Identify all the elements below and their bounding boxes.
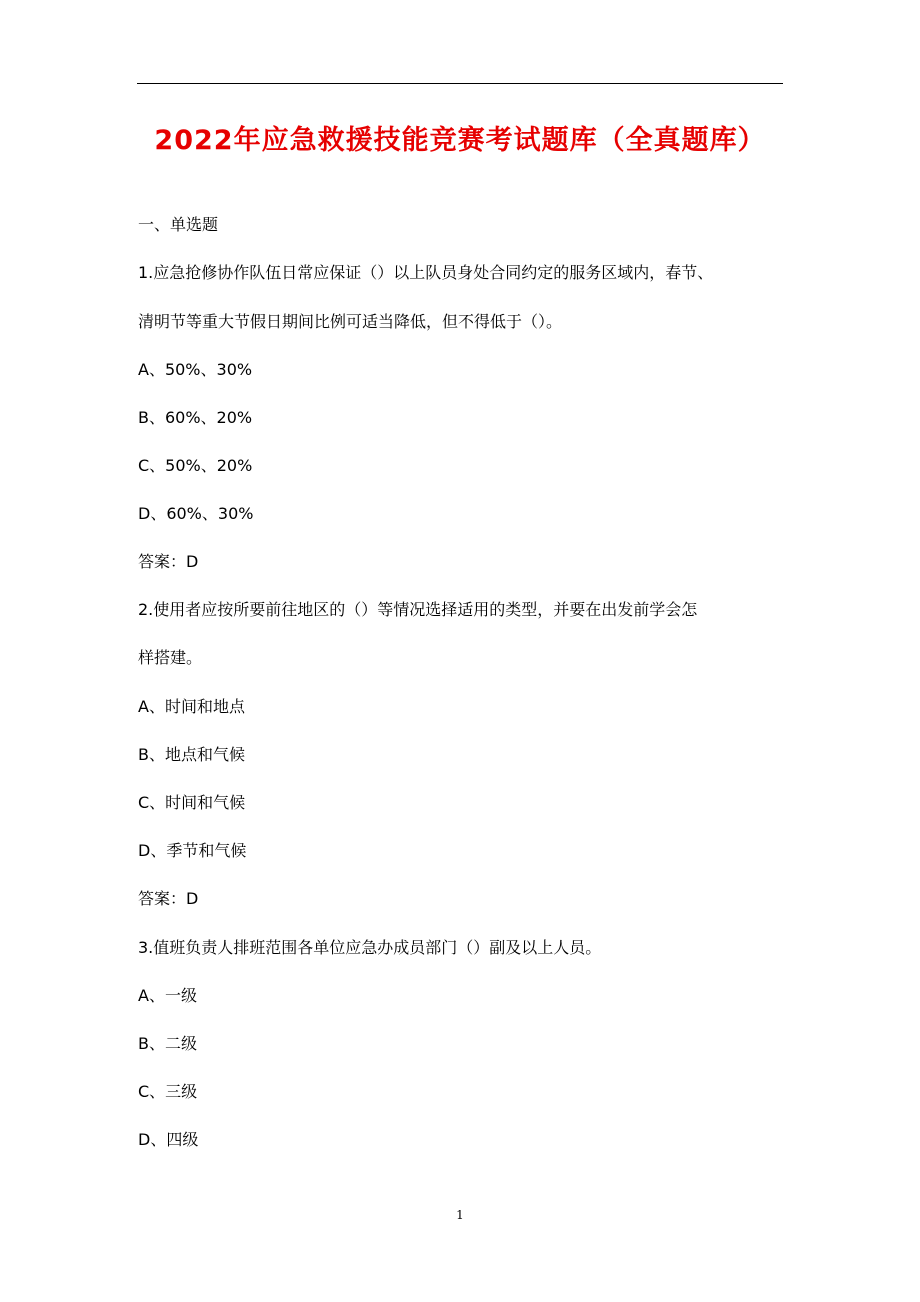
- question-2-option-b: B、地点和气候: [138, 745, 245, 764]
- question-1-option-a: A、50%、30%: [138, 360, 253, 379]
- question-2-option-a: A、时间和地点: [138, 697, 245, 716]
- question-2-option-d: D、季节和气候: [138, 841, 247, 860]
- question-1-option-b: B、60%、20%: [138, 408, 253, 427]
- section-heading: 一、单选题: [138, 215, 219, 234]
- question-3-option-c: C、三级: [138, 1082, 198, 1101]
- question-2-stem-line-2: 样搭建。: [138, 648, 203, 667]
- question-1-stem-line-1: 1.应急抢修协作队伍日常应保证（）以上队员身处合同约定的服务区域内，春节、: [138, 263, 714, 282]
- question-1-stem-line-2: 清明节等重大节假日期间比例可适当降低，但不得低于（）。: [138, 312, 563, 331]
- question-3-stem-line-1: 3.值班负责人排班范围各单位应急办成员部门（）副及以上人员。: [138, 938, 602, 957]
- question-3-option-d: D、四级: [138, 1130, 199, 1149]
- question-1-option-c: C、50%、20%: [138, 456, 253, 475]
- question-1-answer: 答案：D: [138, 552, 199, 571]
- question-1-option-d: D、60%、30%: [138, 504, 254, 523]
- question-2-option-c: C、时间和气候: [138, 793, 246, 812]
- header-rule: [137, 83, 783, 84]
- question-3-option-b: B、二级: [138, 1034, 197, 1053]
- page-number: 1: [456, 1208, 464, 1222]
- document-title: 2022年应急救援技能竞赛考试题库（全真题库）: [154, 125, 766, 156]
- question-2-stem-line-1: 2.使用者应按所要前往地区的（）等情况选择适用的类型，并要在出发前学会怎: [138, 600, 698, 619]
- question-3-option-a: A、一级: [138, 986, 197, 1005]
- question-2-answer: 答案：D: [138, 889, 199, 908]
